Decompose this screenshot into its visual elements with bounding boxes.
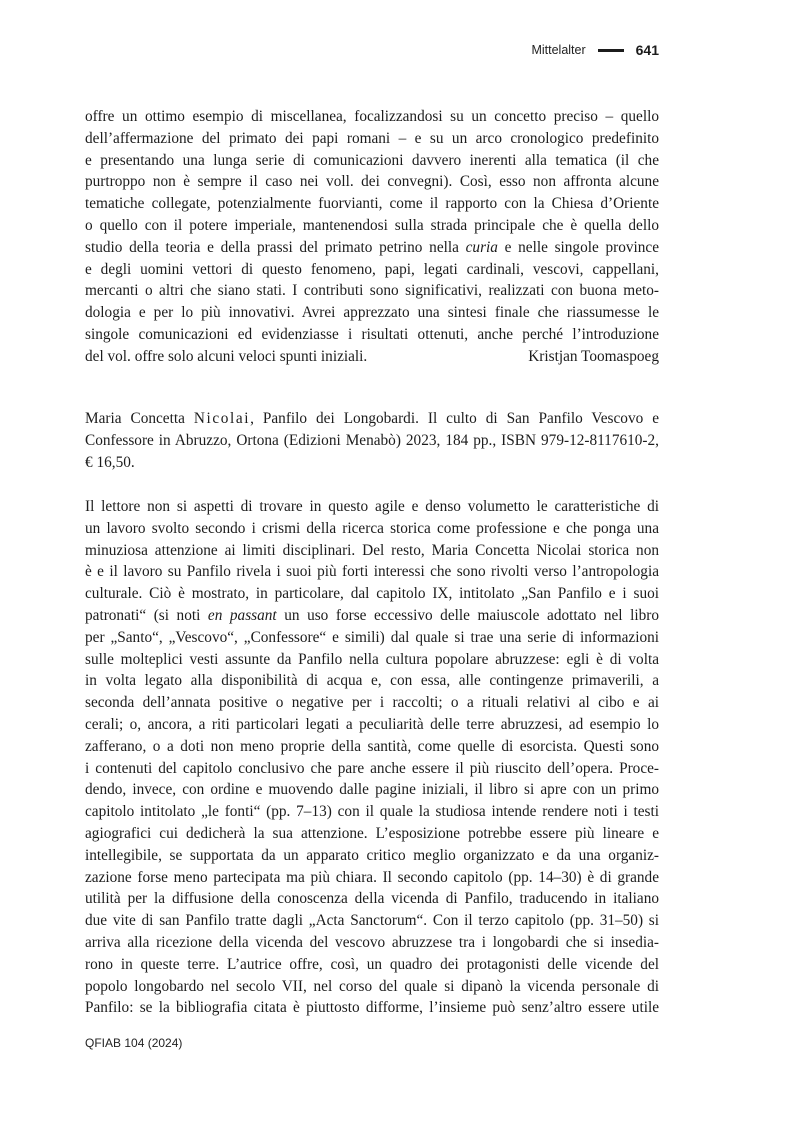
text-line: e presentando una lunga serie di comunicazioni davvero inerenti alla tematica (il che — [85, 151, 659, 169]
italic-term: curia — [465, 238, 498, 256]
text-line: mercanti o altri che siano stati. I contributi sono significativi, realizzati con buona meto- — [85, 282, 659, 300]
text-line: dendo, invece, con ordine e muovendo dalle pagine iniziali, il libro si apre con un primo — [85, 781, 659, 799]
text-line: zazione forse meno partecipata ma più chiara. Il secondo capitolo (pp. 14–30) è di grande — [85, 868, 659, 886]
reviewer-signature: Kristjan Toomaspoeg — [528, 347, 659, 365]
text-line: minuziosa attenzione ai limiti disciplinari. Del resto, Maria Concetta Nicolai storica non — [85, 541, 659, 559]
text-line: o quello con il potere imperiale, mantenendosi sulla strada principale che è quella dello — [85, 216, 659, 234]
author-given-name: Maria Concetta — [85, 410, 194, 427]
review-body — [85, 496, 659, 1019]
text-line: i contenuti del capitolo conclusivo che pare anche essere il più riuscito dell’opera. Proce- — [85, 759, 659, 777]
text-line: capitolo intitolato „le fonti“ (pp. 7–13) con il quale la studiosa intende rendere noti i testi — [85, 803, 659, 821]
page-number: 641 — [635, 42, 659, 58]
journal-footer: QFIAB 104 (2024) — [85, 1036, 183, 1050]
text-line: rono in queste terre. L’autrice offre, così, un quadro dei protagonisti delle vicende del — [85, 955, 659, 973]
text-line: dell’affermazione del primato dei papi romani – e su un arco cronologico predefinito — [85, 129, 659, 147]
text-line: arriva alla ricezione della vicenda del vescovo abruzzese tra i longobardi che si insedia- — [85, 933, 659, 951]
text-line: è e il lavoro su Panfilo rivela i suoi più forti interessi che sono rivolti verso l’antropologia — [85, 563, 659, 581]
citation-line: Confessore in Abruzzo, Ortona (Edizioni Menabò) 2023, 184 pp., ISBN 979-12-8117610-2, — [85, 431, 659, 449]
text-line: studio della teoria e della prassi del primato petrino nella curia e nelle singole province — [85, 238, 659, 256]
previous-review-ending — [85, 106, 659, 368]
text-line: sulle molteplici vesti assunte da Panfilo nella cultura popolare abruzzese: egli è di volta — [85, 650, 659, 668]
header-rule — [598, 49, 624, 52]
text-line: tematiche collegate, potenzialmente fuorvianti, come il rapporto con la Chiesa d’Oriente — [85, 195, 659, 213]
text-line: culturale. Ciò è mostrato, in particolare, dal capitolo IX, intitolato „San Panfilo e i suoi — [85, 585, 659, 603]
text-line: singole comunicazioni ed evidenziasse i risultati ottenuti, anche perché l’introduzione — [85, 325, 659, 343]
text-line: un lavoro svolto secondo i crismi della ricerca storica come professione e che ponga una — [85, 519, 659, 537]
citation-line: Maria Concetta Nicolai, Panfilo dei Longobardi. Il culto di San Panfilo Vescovo e — [85, 410, 659, 427]
author-surname: Nicolai — [193, 410, 251, 427]
text-line-end: del vol. offre solo alcuni veloci spunti iniziali. — [85, 347, 368, 365]
text-line: dologia e per lo più innovativi. Avrei apprezzato una sintesi finale che riassumesse le — [85, 304, 659, 322]
text-line: zafferano, o a doti non meno proprie della santità, come quelle di esorcista. Questi sono — [85, 737, 659, 755]
text-line: offre un ottimo esempio di miscellanea, focalizzandosi su un concetto preciso – quello — [85, 108, 659, 125]
text-line: e degli uomini vettori di questo fenomeno, papi, legati cardinali, vescovi, cappellani, — [85, 260, 659, 278]
closing-line — [85, 346, 659, 368]
citation-price: € 16,50. — [85, 453, 135, 471]
text-line: cerali; o, ancora, a riti particolari legati a peculiarità delle terre abruzzesi, ad esempio lo — [85, 715, 659, 733]
text-line: popolo longobardo nel secolo VII, nel corso del quale si dipanò la vicenda personale di — [85, 977, 659, 995]
text-line: per „Santo“, „Vescovo“, „Confessore“ e simili) dal quale si trae una serie di informazioni — [85, 628, 659, 646]
text-line: intellegibile, se supportata da un apparato critico meglio organizzato e da una organiz- — [85, 846, 659, 864]
text-line: due vite di san Panfilo tratte dagli „Acta Sanctorum“. Con il terzo capitolo (pp. 31–50) si — [85, 912, 659, 930]
text-line: Panfilo: se la bibliografia citata è piuttosto difforme, l’insieme può senz’altro essere utile — [85, 999, 659, 1017]
section-title: Mittelalter — [531, 43, 586, 57]
book-citation — [85, 408, 659, 473]
text-line: utilità per la diffusione della conoscenza della vicenda di Panfilo, traducendo in italiano — [85, 890, 659, 908]
text-line: seconda dell’annata positive o negative per i raccolti; o a rituali relativi al cibo e ai — [85, 694, 659, 712]
text-line: agiografici cui dedicherà la sua attenzione. L’esposizione potrebbe essere più lineare e — [85, 824, 659, 842]
text-line: purtroppo non è sempre il caso nei voll. dei convegni). Così, esso non affronta alcune — [85, 173, 659, 191]
text-line: in volta legato alla disponibilità di acqua e, con essa, alle contingenze primaverili, a — [85, 672, 659, 690]
running-header — [531, 42, 659, 58]
italic-term: en passant — [207, 606, 277, 624]
text-line: patronati“ (si noti en passant un uso forse eccessivo delle maiuscole adottato nel libro — [85, 606, 659, 624]
text-line: Il lettore non si aspetti di trovare in questo agile e denso volumetto le caratteristiche di — [85, 498, 659, 515]
